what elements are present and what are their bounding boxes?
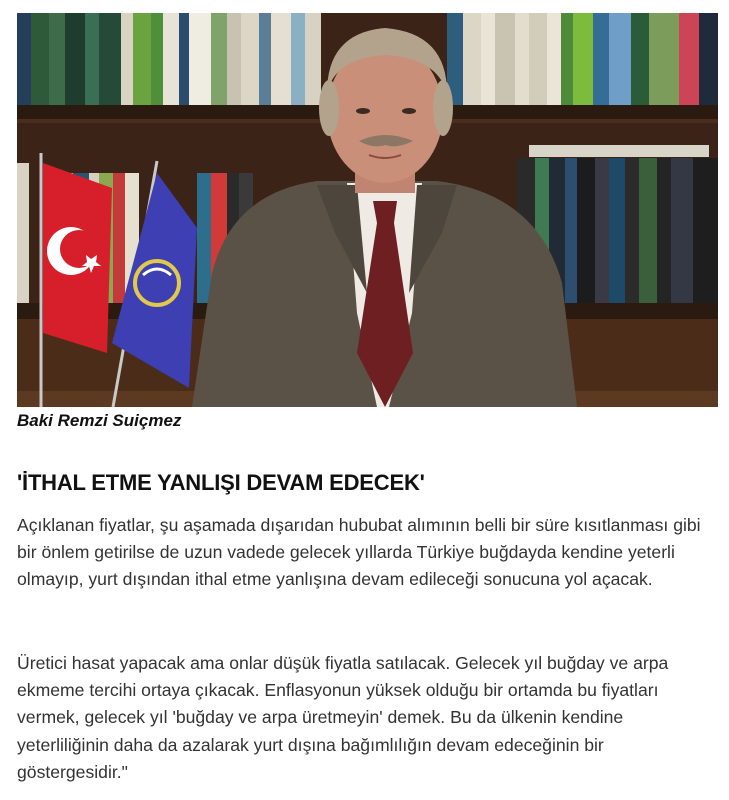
portrait-illustration (17, 13, 718, 407)
section-headline: 'İTHAL ETME YANLIŞI DEVAM EDECEK' (17, 470, 425, 495)
photo-caption: Baki Remzi Suiçmez (17, 411, 182, 430)
article-photo (17, 13, 718, 407)
article-paragraph-2: Üretici hasat yapacak ama onlar düşük fiyatla satılacak. Gelecek yıl buğday ve arpa ekmeme tercihi ortaya çıkacak. Enflasyonun yüksek olduğu bir ortamda bu fiyatları vermek, gelecek yıl 'buğday ve arpa üretmeyin' demek. Bu da ülkenin kendine yeterliliğinin daha da azalarak yurt dışına bağımlılığın devam edeceğinin bir göstergesidir." (17, 653, 669, 782)
article-paragraph-1: Açıklanan fiyatlar, şu aşamada dışarıdan hububat alımının belli bir süre kısıtlanması gibi bir önlem getirilse de uzun vadede gelecek yıllarda Türkiye buğdayda kendine yeterli olmayıp, yurt dışından ithal etme yanlışına devam edileceği sonucuna yol açacak. (17, 515, 701, 590)
